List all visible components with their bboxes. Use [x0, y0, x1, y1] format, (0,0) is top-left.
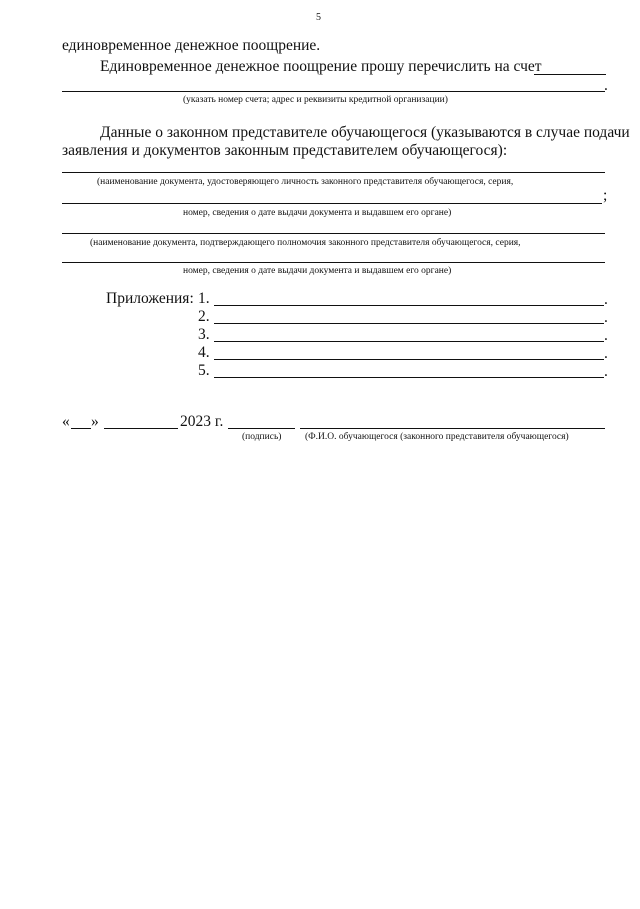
authority-document-line-2[interactable]: [62, 262, 605, 263]
id-document-semicolon: ;: [603, 187, 608, 204]
attachment-number-3: 3.: [198, 326, 210, 343]
fio-field[interactable]: [300, 428, 605, 429]
account-line-period: .: [604, 77, 608, 94]
authority-document-line[interactable]: [62, 233, 605, 234]
attachment-line-2[interactable]: [214, 323, 604, 324]
attachment-period-3: .: [604, 327, 608, 344]
id-document-line[interactable]: [62, 172, 605, 173]
date-month-field[interactable]: [104, 428, 178, 429]
attachment-line-3[interactable]: [214, 341, 604, 342]
date-day-field[interactable]: [71, 428, 91, 429]
attachment-period-5: .: [604, 363, 608, 380]
representative-heading-line1: Данные о законном представителе обучающегося (указываются в случае подачи: [100, 124, 630, 141]
attachments-label: Приложения:: [106, 290, 194, 307]
attachment-number-1: 1.: [198, 290, 210, 307]
id-document-hint-2: номер, сведения о дате выдачи документа и выдавшем его органе): [183, 208, 452, 218]
authority-document-hint-2: номер, сведения о дате выдачи документа и выдавшем его органе): [183, 266, 452, 276]
page-number: 5: [316, 12, 321, 23]
attachment-period-2: .: [604, 309, 608, 326]
authority-document-hint: (наименование документа, подтверждающего полномочия законного представителя обучающегося, серия,: [90, 238, 521, 248]
date-close-quote: »: [91, 413, 99, 430]
attachment-number-2: 2.: [198, 308, 210, 325]
account-details-line[interactable]: [62, 91, 605, 92]
account-hint: (указать номер счета; адрес и реквизиты кредитной организации): [183, 95, 448, 105]
account-field-line[interactable]: [534, 74, 606, 75]
representative-heading-line2: заявления и документов законным представителем обучающегося):: [62, 142, 508, 159]
id-document-hint: (наименование документа, удостоверяющего личность законного представителя обучающегося, серия,: [97, 177, 514, 187]
signature-hint: (подпись): [242, 432, 282, 442]
account-request-text: Единовременное денежное поощрение прошу перечислить на счет: [100, 58, 542, 75]
date-year-text: 2023 г.: [180, 413, 224, 430]
attachment-number-4: 4.: [198, 344, 210, 361]
fio-hint: (Ф.И.О. обучающегося (законного представителя обучающегося): [305, 432, 569, 442]
id-document-line-2[interactable]: [62, 203, 602, 204]
paragraph-end-text: единовременное денежное поощрение.: [62, 37, 321, 54]
attachment-period-1: .: [604, 291, 608, 308]
signature-field[interactable]: [228, 428, 295, 429]
attachment-number-5: 5.: [198, 362, 210, 379]
attachment-period-4: .: [604, 345, 608, 362]
attachment-line-4[interactable]: [214, 359, 604, 360]
date-open-quote: «: [62, 413, 70, 430]
attachment-line-5[interactable]: [214, 377, 604, 378]
attachment-line-1[interactable]: [214, 305, 604, 306]
